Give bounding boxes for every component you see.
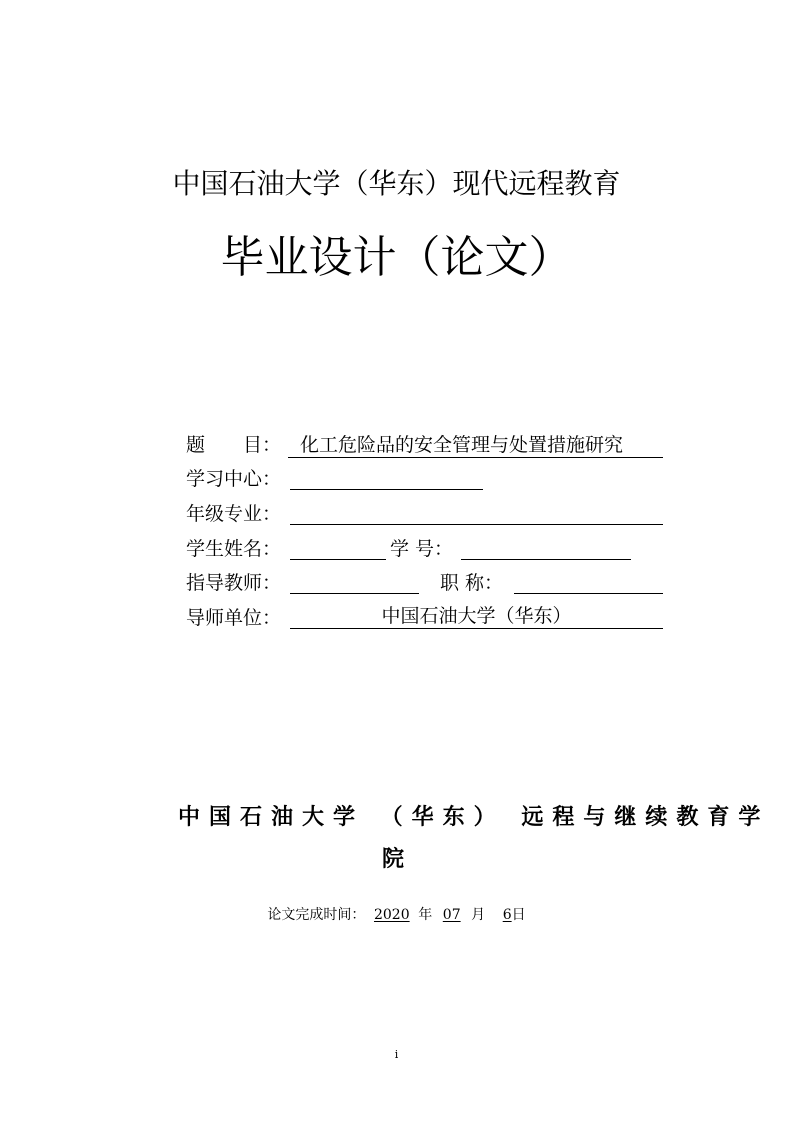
student-name-label: 学生姓名： [186, 538, 282, 560]
advisor-field [290, 568, 419, 594]
page-number: i [394, 1048, 399, 1061]
student-id-field [461, 534, 631, 560]
topic-value: 化工危险品的安全管理与处置措施研究 [288, 432, 663, 458]
advisor-unit-value: 中国石油大学（华东） [290, 603, 663, 629]
college-name-line2: 院 [382, 846, 405, 872]
completion-day-unit: 日 [511, 907, 526, 923]
completion-day: 6 [502, 907, 512, 923]
completion-year-unit: 年 [418, 907, 433, 923]
advisor-unit-label: 导师单位： [186, 607, 282, 629]
grade-major-field [290, 499, 663, 525]
learning-center-field [290, 464, 483, 490]
college-name-line1: 中国石油大学 （华东） 远程与继续教育学 [178, 804, 770, 830]
document-title: 毕业设计（论文） [220, 232, 573, 283]
completion-date [0, 904, 793, 926]
rank-label: 职 称： [440, 572, 504, 594]
completion-month-unit: 月 [471, 907, 486, 923]
completion-date-label: 论文完成时间： [267, 907, 366, 923]
learning-center-label: 学习中心： [186, 468, 282, 490]
student-id-label: 学 号： [390, 538, 454, 560]
grade-major-label: 年级专业： [186, 503, 282, 525]
university-title: 中国石油大学（华东）现代远程教育 [172, 167, 621, 200]
completion-year: 2020 [373, 907, 410, 923]
topic-label: 题 目： [186, 434, 282, 456]
advisor-label: 指导教师： [186, 572, 282, 594]
rank-field [514, 568, 663, 594]
student-name-field [290, 534, 386, 560]
completion-month: 07 [442, 907, 461, 923]
